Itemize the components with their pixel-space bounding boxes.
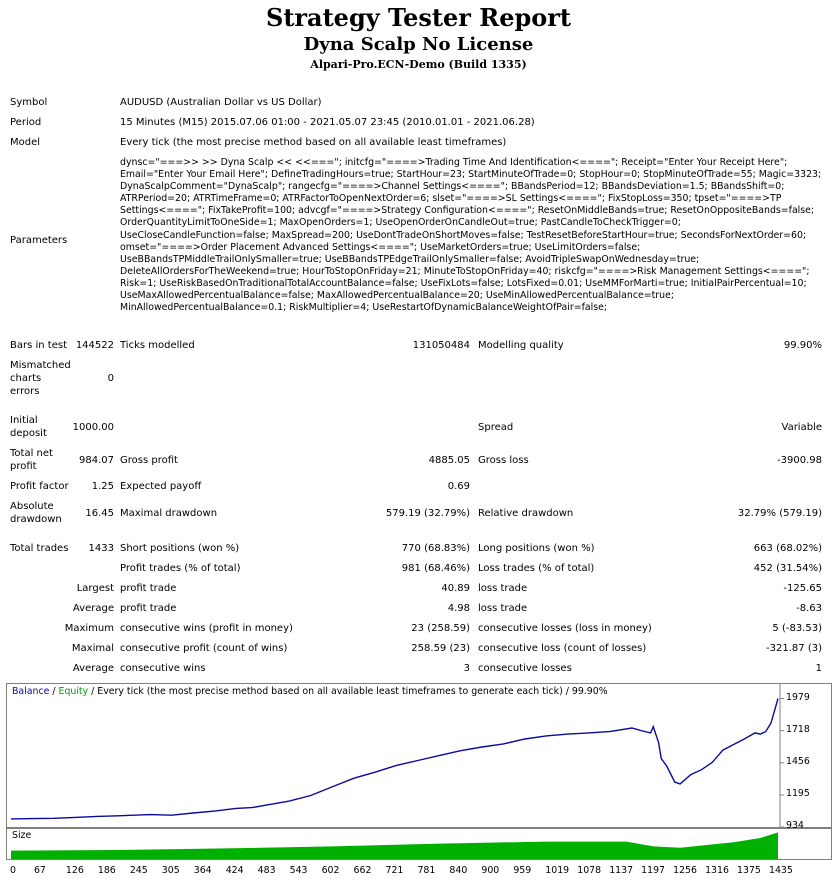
largest-label: Largest <box>76 583 114 594</box>
short-positions-label: Short positions (won %) <box>120 543 240 554</box>
x-tick-label: 0 <box>10 865 16 876</box>
maximal-consec-profit-value: 258.59 (23) <box>411 643 470 654</box>
largest-loss-label: loss trade <box>478 583 528 594</box>
size-label: Size <box>12 830 32 841</box>
symbol-value: AUDUSD (Australian Dollar vs US Dollar) <box>120 97 322 108</box>
deposit-label-2: deposit <box>10 428 47 439</box>
x-tick-label: 1316 <box>705 865 729 876</box>
average-profit-value: 4.98 <box>447 603 470 614</box>
avg-consec-losses-label: consecutive losses <box>478 663 572 674</box>
x-tick-label: 1078 <box>577 865 602 876</box>
broker-build: Alpari-Pro.ECN-Demo (Build 1335) <box>310 58 527 71</box>
mismatch-label-1: Mismatched <box>10 360 71 371</box>
max-consec-wins-value: 23 (258.59) <box>411 623 470 634</box>
x-tick-label: 245 <box>129 865 148 876</box>
profit-factor-label: Profit factor <box>10 481 69 492</box>
legend-description: / Every tick (the most precise method based on all available least timeframes to generate each tick) / 99.90% <box>88 686 608 697</box>
loss-trades-label: Loss trades (% of total) <box>478 563 595 574</box>
x-tick-label: 1019 <box>545 865 570 876</box>
chart-legend <box>12 686 608 697</box>
max-consec-losses-value: 5 (-83.53) <box>772 623 822 634</box>
gross-loss-value: -3900.98 <box>777 455 822 466</box>
size-chart-svg <box>7 829 833 861</box>
y-tick-label: 934 <box>786 820 804 831</box>
average-label: Average <box>72 603 114 614</box>
gross-profit-value: 4885.05 <box>428 455 470 466</box>
x-tick-label: 1375 <box>737 865 761 876</box>
abs-drawdown-label-2: drawdown <box>10 514 62 525</box>
size-series-area <box>11 832 778 859</box>
average-loss-value: -8.63 <box>796 603 822 614</box>
max-consec-wins-label: consecutive wins (profit in money) <box>120 623 293 634</box>
average-loss-label: loss trade <box>478 603 528 614</box>
long-positions-value: 663 (68.02%) <box>753 543 822 554</box>
report-title: Strategy Tester Report <box>265 3 572 32</box>
balance-series-line <box>11 699 778 819</box>
gross-loss-label: Gross loss <box>478 455 529 466</box>
max-drawdown-value: 579.19 (32.79%) <box>385 508 470 519</box>
bars-label: Bars in test <box>10 340 67 351</box>
profit-trades-label: Profit trades (% of total) <box>120 563 241 574</box>
mismatch-label-3: errors <box>10 386 40 397</box>
max-consec-losses-label: consecutive losses (loss in money) <box>478 623 652 634</box>
loss-trades-value: 452 (31.54%) <box>753 563 822 574</box>
mismatch-value: 0 <box>107 373 114 384</box>
x-tick-label: 483 <box>257 865 276 876</box>
x-tick-label: 186 <box>97 865 116 876</box>
net-profit-label-1: Total net <box>10 448 53 459</box>
deposit-value: 1000.00 <box>72 422 114 433</box>
legend-equity: Equity <box>58 686 89 697</box>
largest-profit-value: 40.89 <box>441 583 470 594</box>
avg-consec-wins-value: 3 <box>463 663 470 674</box>
rel-drawdown-value: 32.79% (579.19) <box>737 508 822 519</box>
x-tick-label: 662 <box>353 865 372 876</box>
x-tick-label: 543 <box>289 865 308 876</box>
model-value: Every tick (the most precise method based on all available least timeframes) <box>120 137 507 148</box>
largest-profit-label: profit trade <box>120 583 177 594</box>
largest-loss-value: -125.65 <box>783 583 822 594</box>
y-tick-label: 1195 <box>786 787 810 799</box>
x-tick-label: 364 <box>193 865 212 876</box>
y-tick-label: 1456 <box>786 755 810 767</box>
ticks-label: Ticks modelled <box>120 340 195 351</box>
maximal-label: Maximal <box>71 643 114 654</box>
maximal-consec-profit-label: consecutive profit (count of wins) <box>120 643 288 654</box>
x-tick-label: 67 <box>33 865 46 876</box>
average-profit-label: profit trade <box>120 603 177 614</box>
maximum-label: Maximum <box>64 623 114 634</box>
short-positions-value: 770 (68.83%) <box>401 543 470 554</box>
spread-label: Spread <box>478 422 514 433</box>
x-tick-label: 781 <box>417 865 436 876</box>
net-profit-label-2: profit <box>10 461 37 472</box>
balance-chart <box>6 683 832 828</box>
x-tick-label: 1435 <box>769 865 793 876</box>
x-tick-label: 126 <box>65 865 84 876</box>
model-label: Model <box>10 137 41 148</box>
x-tick-label: 1137 <box>609 865 634 876</box>
legend-balance: Balance <box>12 686 50 697</box>
gross-profit-label: Gross profit <box>120 455 178 466</box>
avg-consec-losses-value: 1 <box>815 663 822 674</box>
average-consec-label: Average <box>72 663 114 674</box>
x-tick-label: 840 <box>449 865 468 876</box>
x-tick-label: 1197 <box>641 865 666 876</box>
long-positions-label: Long positions (won %) <box>478 543 595 554</box>
x-tick-label: 959 <box>513 865 532 876</box>
period-value: 15 Minutes (M15) 2015.07.06 01:00 - 2021.05.07 23:45 (2010.01.01 - 2021.06.28) <box>120 117 535 128</box>
x-tick-label: 1256 <box>673 865 697 876</box>
x-tick-label: 602 <box>321 865 340 876</box>
legend-sep: / <box>49 686 59 697</box>
total-trades-label: Total trades <box>10 543 69 554</box>
quality-label: Modelling quality <box>478 340 564 351</box>
x-tick-label: 900 <box>481 865 500 876</box>
size-chart <box>6 828 832 860</box>
symbol-label: Symbol <box>10 97 48 108</box>
y-tick-label: 1979 <box>786 691 810 703</box>
ticks-value: 131050484 <box>412 340 470 351</box>
avg-consec-wins-label: consecutive wins <box>120 663 206 674</box>
abs-drawdown-value: 16.45 <box>85 508 114 519</box>
expected-payoff-label: Expected payoff <box>120 481 202 492</box>
x-tick-label: 305 <box>161 865 180 876</box>
maximal-consec-loss-label: consecutive loss (count of losses) <box>478 643 647 654</box>
max-drawdown-label: Maximal drawdown <box>120 508 218 519</box>
maximal-consec-loss-value: -321.87 (3) <box>766 643 822 654</box>
deposit-label-1: Initial <box>10 415 38 426</box>
bars-value: 144522 <box>75 340 114 351</box>
profit-factor-value: 1.25 <box>91 481 114 492</box>
x-tick-label: 721 <box>385 865 404 876</box>
net-profit-value: 984.07 <box>79 455 114 466</box>
period-label: Period <box>10 117 42 128</box>
rel-drawdown-label: Relative drawdown <box>478 508 574 519</box>
total-trades-value: 1433 <box>88 543 114 554</box>
balance-chart-svg <box>7 684 833 829</box>
expected-payoff-value: 0.69 <box>447 481 470 492</box>
parameters-label: Parameters <box>10 235 68 246</box>
profit-trades-value: 981 (68.46%) <box>401 563 470 574</box>
x-tick-label: 424 <box>225 865 244 876</box>
abs-drawdown-label-1: Absolute <box>10 501 54 512</box>
parameters-value: dynsc="===>> >> Dyna Scalp << <<==="; initcfg="====>Trading Time And Identification<===="; Receipt="Enter Your Receipt Here"; Email="Enter Your Email Here"; DefineTradingHours=true; StartHour=23; StartMinuteOfTrade=0; StopHour=0; StopMinuteOfTrade=55; Magic=3323; DynaScalpComment="DynaScalp"; rangecfg="====>Channel Settings<===="; BBandsPeriod=12; BBandsDeviation=1.5; BBandsShift=0; ATRPeriod=20; ATRTimeFrame=0; ATRFactorToOpenNextOrder=6; slset="====>SL Settings<===="; FixStopLoss=350; tpset="====>TP Settings<===="; FixTakeProfit=100; advcgf="====>Strategy Configuration<===="; ResetOnMiddleBands=true; ResetOnOppositeBands=false; OrderQuantityLimitToOneSide=1; MaxOpenOrders=1; UseOpenOrderOnCandleOut=true; PastCandleToCheckTrigger=0; UseCloseCandleFunction=false; MaxSpread=200; UseDontTradeOnShortMoves=false; TestResetBeforeStartHour=true; SecondsForNextOrder=60; omset="====>Order Placement Advanced Settings<===="; UseMarketOrders=true; UseLimitOrders=false; UseBBandsTPMiddleTrailOnlySmaller=true; UseBBandsTPEdgeTrailOnlySmaller=false; AvoidTripleSwapOnWednesday=true; DeleteAllOrdersForTheWeekend=true; HourToStopOnFriday=21; MinuteToStopOnFriday=40; riskcfg="====>Risk Management Settings<===="; Risk=1; UseRiskBasedOnTraditionalTotalAccountBalance=false; UseFixLots=false; LotsFixed=0.01; UseMMForMarti=true; InitialPairPercentual=10; UseMaxAllowedPercentualBalance=false; MaxAllowedPercentualBalance=20; UseMinAllowedPercentualBalance=true; MinAllowedPercentualBalance=0.1; RiskMultiplier=4; UseRestartOfDynamicBalanceWeightOfPair=false; <box>120 157 822 314</box>
mismatch-label-2: charts <box>10 373 42 384</box>
quality-value: 99.90% <box>783 340 822 351</box>
spread-value: Variable <box>781 422 822 433</box>
expert-name: Dyna Scalp No License <box>303 34 534 55</box>
y-tick-label: 1718 <box>786 723 810 735</box>
